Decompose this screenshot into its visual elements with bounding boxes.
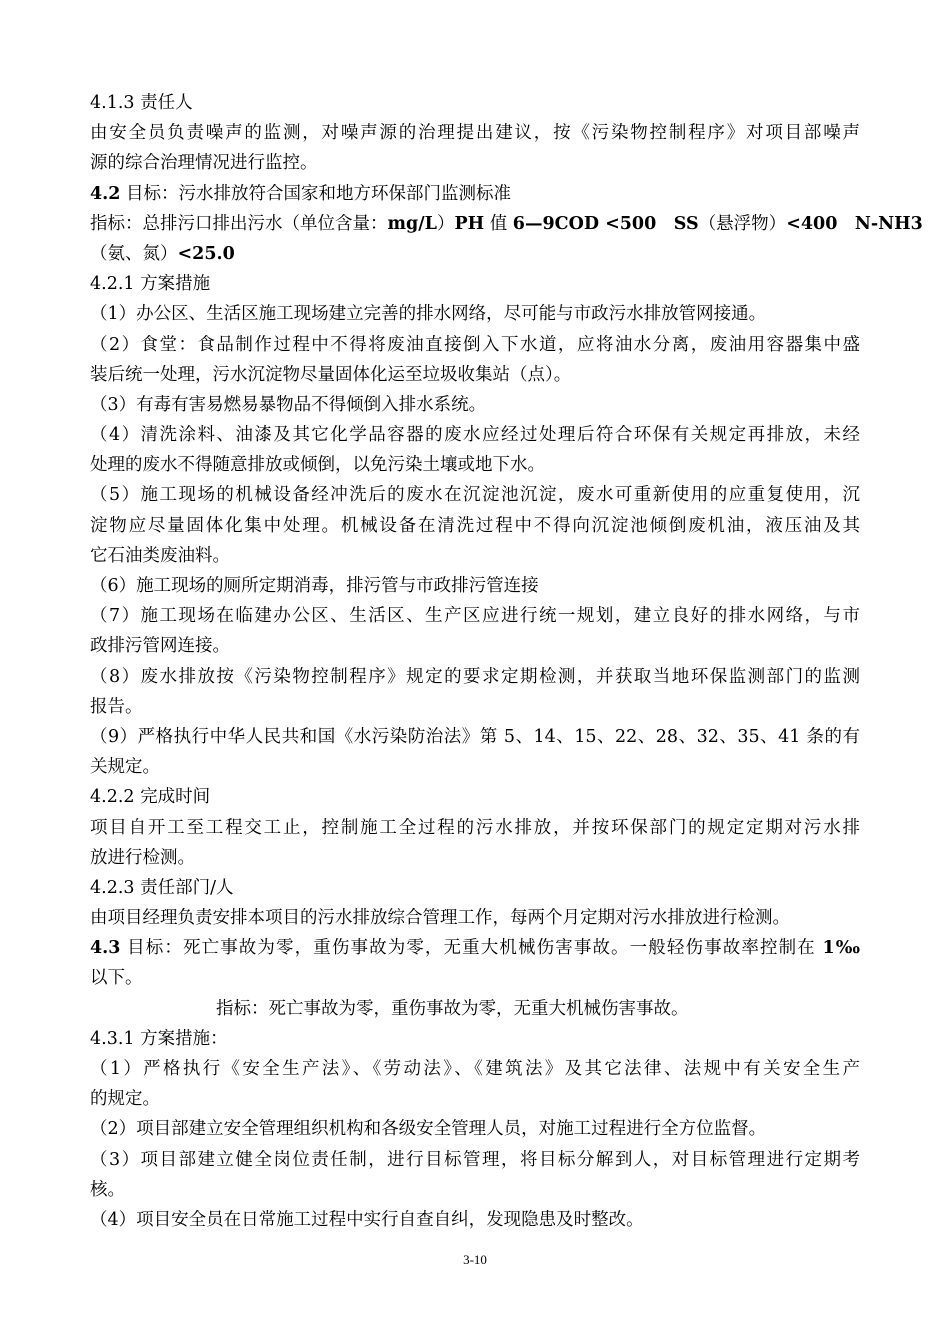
- paragraph: 由安全员负责噪声的监测，对噪声源的治理提出建议，按《污染物控制程序》对项目部噪声: [90, 123, 860, 144]
- measure-item: （4）项目安全员在日常施工过程中实行自查自纠，发现隐患及时整改。: [90, 1209, 644, 1230]
- section-title: 目标：死亡事故为零，重伤事故为零，无重大机械伤害事故。一般轻伤事故率控制在: [120, 938, 823, 959]
- measure-item: （8）废水排放按《污染物控制程序》规定的要求定期检测，并获取当地环保监测部门的监测: [90, 666, 860, 687]
- measure-item: （4）清洗涂料、油漆及其它化学品容器的废水应经过处理后符合环保有关规定再排放，未经: [90, 425, 860, 446]
- indicator-text: 指标：总排污口排出污水（单位含量：: [90, 213, 388, 234]
- indicator-unit: mg/L: [387, 213, 437, 234]
- measure-item: 它石油类废油料。: [90, 545, 230, 566]
- paragraph: 源的综合治理情况进行监控。: [90, 153, 318, 174]
- document-page: [90, 88, 923, 1235]
- measure-item: （6）施工现场的厕所定期消毒，排污管与市政排污管连接: [90, 576, 539, 596]
- measure-item: 核。: [90, 1179, 125, 1200]
- page-number: 3-10: [463, 1252, 487, 1267]
- indicator-text: 值: [484, 213, 513, 234]
- measure-item: 的规定。: [90, 1089, 160, 1110]
- measure-item: （2）食堂：食品制作过程中不得将废油直接倒入下水道，应将油水分离，废油用容器集中盛: [90, 334, 860, 355]
- measure-item: （2）项目部建立安全管理组织机构和各级安全管理人员，对施工过程进行全方位监督。: [90, 1119, 767, 1140]
- paragraph: 放进行检测。: [90, 847, 195, 868]
- measure-item: 关规定。: [90, 757, 160, 778]
- indicator-line: [90, 209, 923, 239]
- indicator-text: （悬浮物）: [698, 213, 787, 234]
- measure-item: （1）办公区、生活区施工现场建立完善的排水网络，尽可能与市政污水排放管网接通。: [90, 304, 767, 325]
- section-4-3-1-heading: 4.3.1 方案措施：: [90, 1028, 228, 1049]
- section-4-3-heading: [90, 933, 860, 963]
- section-4-2-3-heading: 4.2.3 责任部门/人: [90, 877, 234, 898]
- measure-item: 处理的废水不得随意排放或倾倒，以免污染土壤或地下水。: [90, 455, 545, 476]
- measure-item: （1）严格执行《安全生产法》、《劳动法》、《建筑法》及其它法律、法规中有关安全生产: [90, 1059, 860, 1079]
- paragraph: 由项目经理负责安排本项目的污水排放综合管理工作，每两个月定期对污水排放进行检测。: [90, 908, 790, 929]
- section-number: 4.3: [90, 938, 121, 959]
- section-title: 目标：污水排放符合国家和地方环保部门监测标准: [120, 183, 512, 204]
- section-title-continued: 以下。: [90, 968, 143, 989]
- section-4-2-2-heading: 4.2.2 完成时间: [90, 787, 211, 808]
- measure-item: （9）严格执行中华人民共和国《水污染防治法》第 5、14、15、22、28、32、35、41 条的有: [90, 726, 860, 747]
- accident-rate: 1‰: [822, 938, 860, 959]
- indicator-text: （氨、氮）: [90, 243, 178, 264]
- indicator-line: [90, 239, 860, 269]
- section-4-2-1-heading: 4.2.1 方案措施: [90, 274, 211, 295]
- indicator-values: <25.0: [177, 243, 235, 264]
- indicator-values: <400 N-NH3: [786, 213, 923, 234]
- paragraph: 项目自开工至工程交工止，控制施工全过程的污水排放，并按环保部门的规定定期对污水排: [90, 817, 860, 838]
- measure-item: （5）施工现场的机械设备经冲洗后的废水在沉淀池沉淀，废水可重新使用的应重复使用，沉: [90, 485, 860, 506]
- section-4-1-3-heading: 4.1.3 责任人: [90, 93, 193, 113]
- measure-item: 政排污管网连接。: [90, 636, 230, 657]
- indicator-line: 指标：死亡事故为零，重伤事故为零，无重大机械伤害事故。: [216, 998, 689, 1019]
- measure-item: （7）施工现场在临建办公区、生活区、生产区应进行统一规划，建立良好的排水网络，与市: [90, 606, 860, 627]
- section-4-2-heading: [90, 179, 860, 209]
- measure-item: 淀物应尽量固体化集中处理。机械设备在清洗过程中不得向沉淀池倾倒废机油，液压油及其: [90, 515, 860, 536]
- indicator-ph: PH: [454, 213, 485, 234]
- measure-item: 报告。: [90, 696, 143, 717]
- measure-item: （3）项目部建立健全岗位责任制，进行目标管理，将目标分解到人，对目标管理进行定期考: [90, 1149, 860, 1170]
- indicator-values: 6—9COD <500 SS: [512, 213, 699, 234]
- indicator-text: ）: [436, 213, 455, 234]
- measure-item: （3）有毒有害易燃易暴物品不得倾倒入排水系统。: [90, 394, 487, 415]
- measure-item: 装后统一处理，污水沉淀物尽量固体化运至垃圾收集站（点）。: [90, 364, 572, 385]
- section-number: 4.2: [90, 183, 121, 204]
